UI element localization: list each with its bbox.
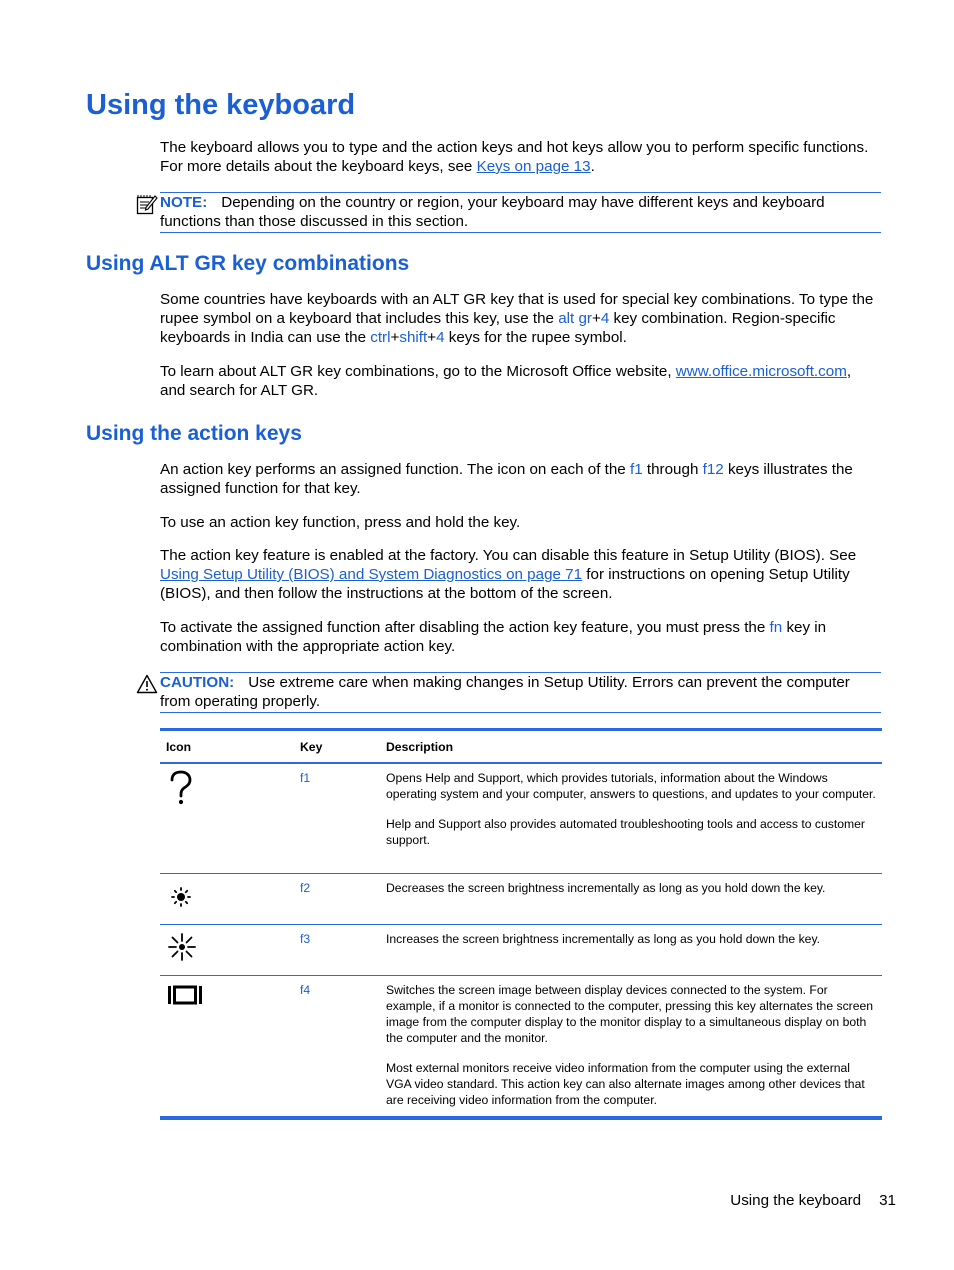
altgr-text: , and search for ALT GR. [160,363,852,399]
header-key: Key [294,730,380,764]
description-cell [380,975,882,1118]
key-4: 4 [436,329,445,346]
description-cell [380,924,882,975]
key-f1: f1 [629,461,643,478]
switch-display-icon [166,997,206,1011]
key-fn: fn [769,619,783,636]
altgr-heading: Using ALT GR key combinations [86,252,410,275]
description-cell [380,873,882,924]
description-text: Switches the screen image between display devices connected to the system. For example, if a monitor is connected to the computer, pressing this key alternates the screen image from the computer display to the monitor display to a simultaneous display on both the computer and the monitor. [386,982,874,1045]
note-label: NOTE: [160,194,208,211]
key-cell: f3 [294,924,380,975]
brightness-down-icon [166,899,196,913]
altgr-paragraph-1 [160,290,880,347]
description-text: Most external monitors receive video information from the computer using the external VGA video standard. This action key can also alternate images among other devices that are receiving video information from the computer. [386,1060,865,1107]
action-text: key in combination with the appropriate action key. [160,619,827,655]
table-row [160,924,882,975]
key-cell: f1 [294,763,380,873]
caution-callout [160,672,881,713]
altgr-text: Some countries have keyboards with an ALT GR key that is used for special key combinations. To type the rupee symbol on a keyboard that includes this key, use the [160,291,874,327]
icon-cell [160,924,294,975]
action-paragraph-3 [160,546,880,603]
action-text: keys illustrates the assigned function for that key. [160,461,853,497]
altgr-text: key combination. Region-specific keyboards in India can use the [160,310,836,346]
intro-text: The keyboard allows you to type and the action keys and hot keys allow you to perform specific functions. For more details about the keyboard keys, see [160,139,869,175]
action-keys-table [160,728,882,1120]
action-text: through [642,461,703,478]
page-title: Using the keyboard [86,89,356,121]
page-footer [600,1192,896,1209]
help-question-icon [166,795,196,809]
header-icon: Icon [160,730,294,764]
action-paragraph-1 [160,460,880,498]
table-header-row [160,730,882,764]
icon-cell [160,975,294,1118]
icon-cell [160,873,294,924]
action-text: To activate the assigned function after disabling the action key feature, you must press the [160,619,770,636]
caution-label: CAUTION: [160,674,235,691]
description-text: Decreases the screen brightness incrementally as long as you hold down the key. [386,880,826,895]
note-text: Depending on the country or region, your keyboard may have different keys and keyboard functions than those discussed in this section. [160,194,825,230]
action-keys-heading: Using the action keys [86,422,302,445]
caution-text: Use extreme care when making changes in Setup Utility. Errors can prevent the computer from operating properly. [160,674,850,710]
intro-text-end: . [590,158,595,175]
description-text: Help and Support also provides automated troubleshooting tools and access to customer support. [386,817,865,847]
action-paragraph-4 [160,618,880,656]
caution-warning-icon [136,674,158,699]
altgr-paragraph-2 [160,362,880,400]
action-text: for instructions on opening Setup Utility (BIOS), and then follow the instructions at the bottom of the screen. [160,566,850,602]
description-text: Opens Help and Support, which provides tutorials, information about the Windows operating system and your computer, answers to questions, and updates to your computer. [386,771,876,801]
table-row [160,763,882,873]
icon-cell [160,763,294,873]
note-callout [160,192,881,233]
plus-sign: + [390,329,400,346]
key-alt-gr: alt gr [558,310,592,327]
footer-section: Using the keyboard [730,1192,862,1209]
plus-sign: + [591,310,601,327]
key-shift: shift [399,329,428,346]
note-icon [136,194,158,221]
table-row [160,975,882,1118]
action-text: The action key feature is enabled at the factory. You can disable this feature in Setup Utility (BIOS). See [160,547,857,564]
altgr-text: To learn about ALT GR key combinations, go to the Microsoft Office website, [160,363,676,380]
office-website-link[interactable]: www.office.microsoft.com [675,363,847,380]
description-text: Increases the screen brightness incrementally as long as you hold down the key. [386,931,821,946]
table-row [160,873,882,924]
action-paragraph-2: To use an action key function, press and hold the key. [160,514,521,531]
page-number: 31 [879,1192,896,1209]
setup-utility-link[interactable]: Using Setup Utility (BIOS) and System Diagnostics on page 71 [160,566,583,583]
brightness-up-icon [166,952,198,966]
keys-page-link[interactable]: Keys on page 13 [476,158,591,175]
altgr-text: keys for the rupee symbol. [444,329,627,346]
description-cell [380,763,882,873]
key-4: 4 [600,310,610,327]
action-text: An action key performs an assigned function. The icon on each of the [160,461,630,478]
key-cell: f4 [294,975,380,1118]
key-ctrl: ctrl [370,329,391,346]
plus-sign: + [427,329,437,346]
key-cell: f2 [294,873,380,924]
intro-paragraph [160,138,880,176]
key-f12: f12 [702,461,724,478]
header-description: Description [380,730,882,764]
